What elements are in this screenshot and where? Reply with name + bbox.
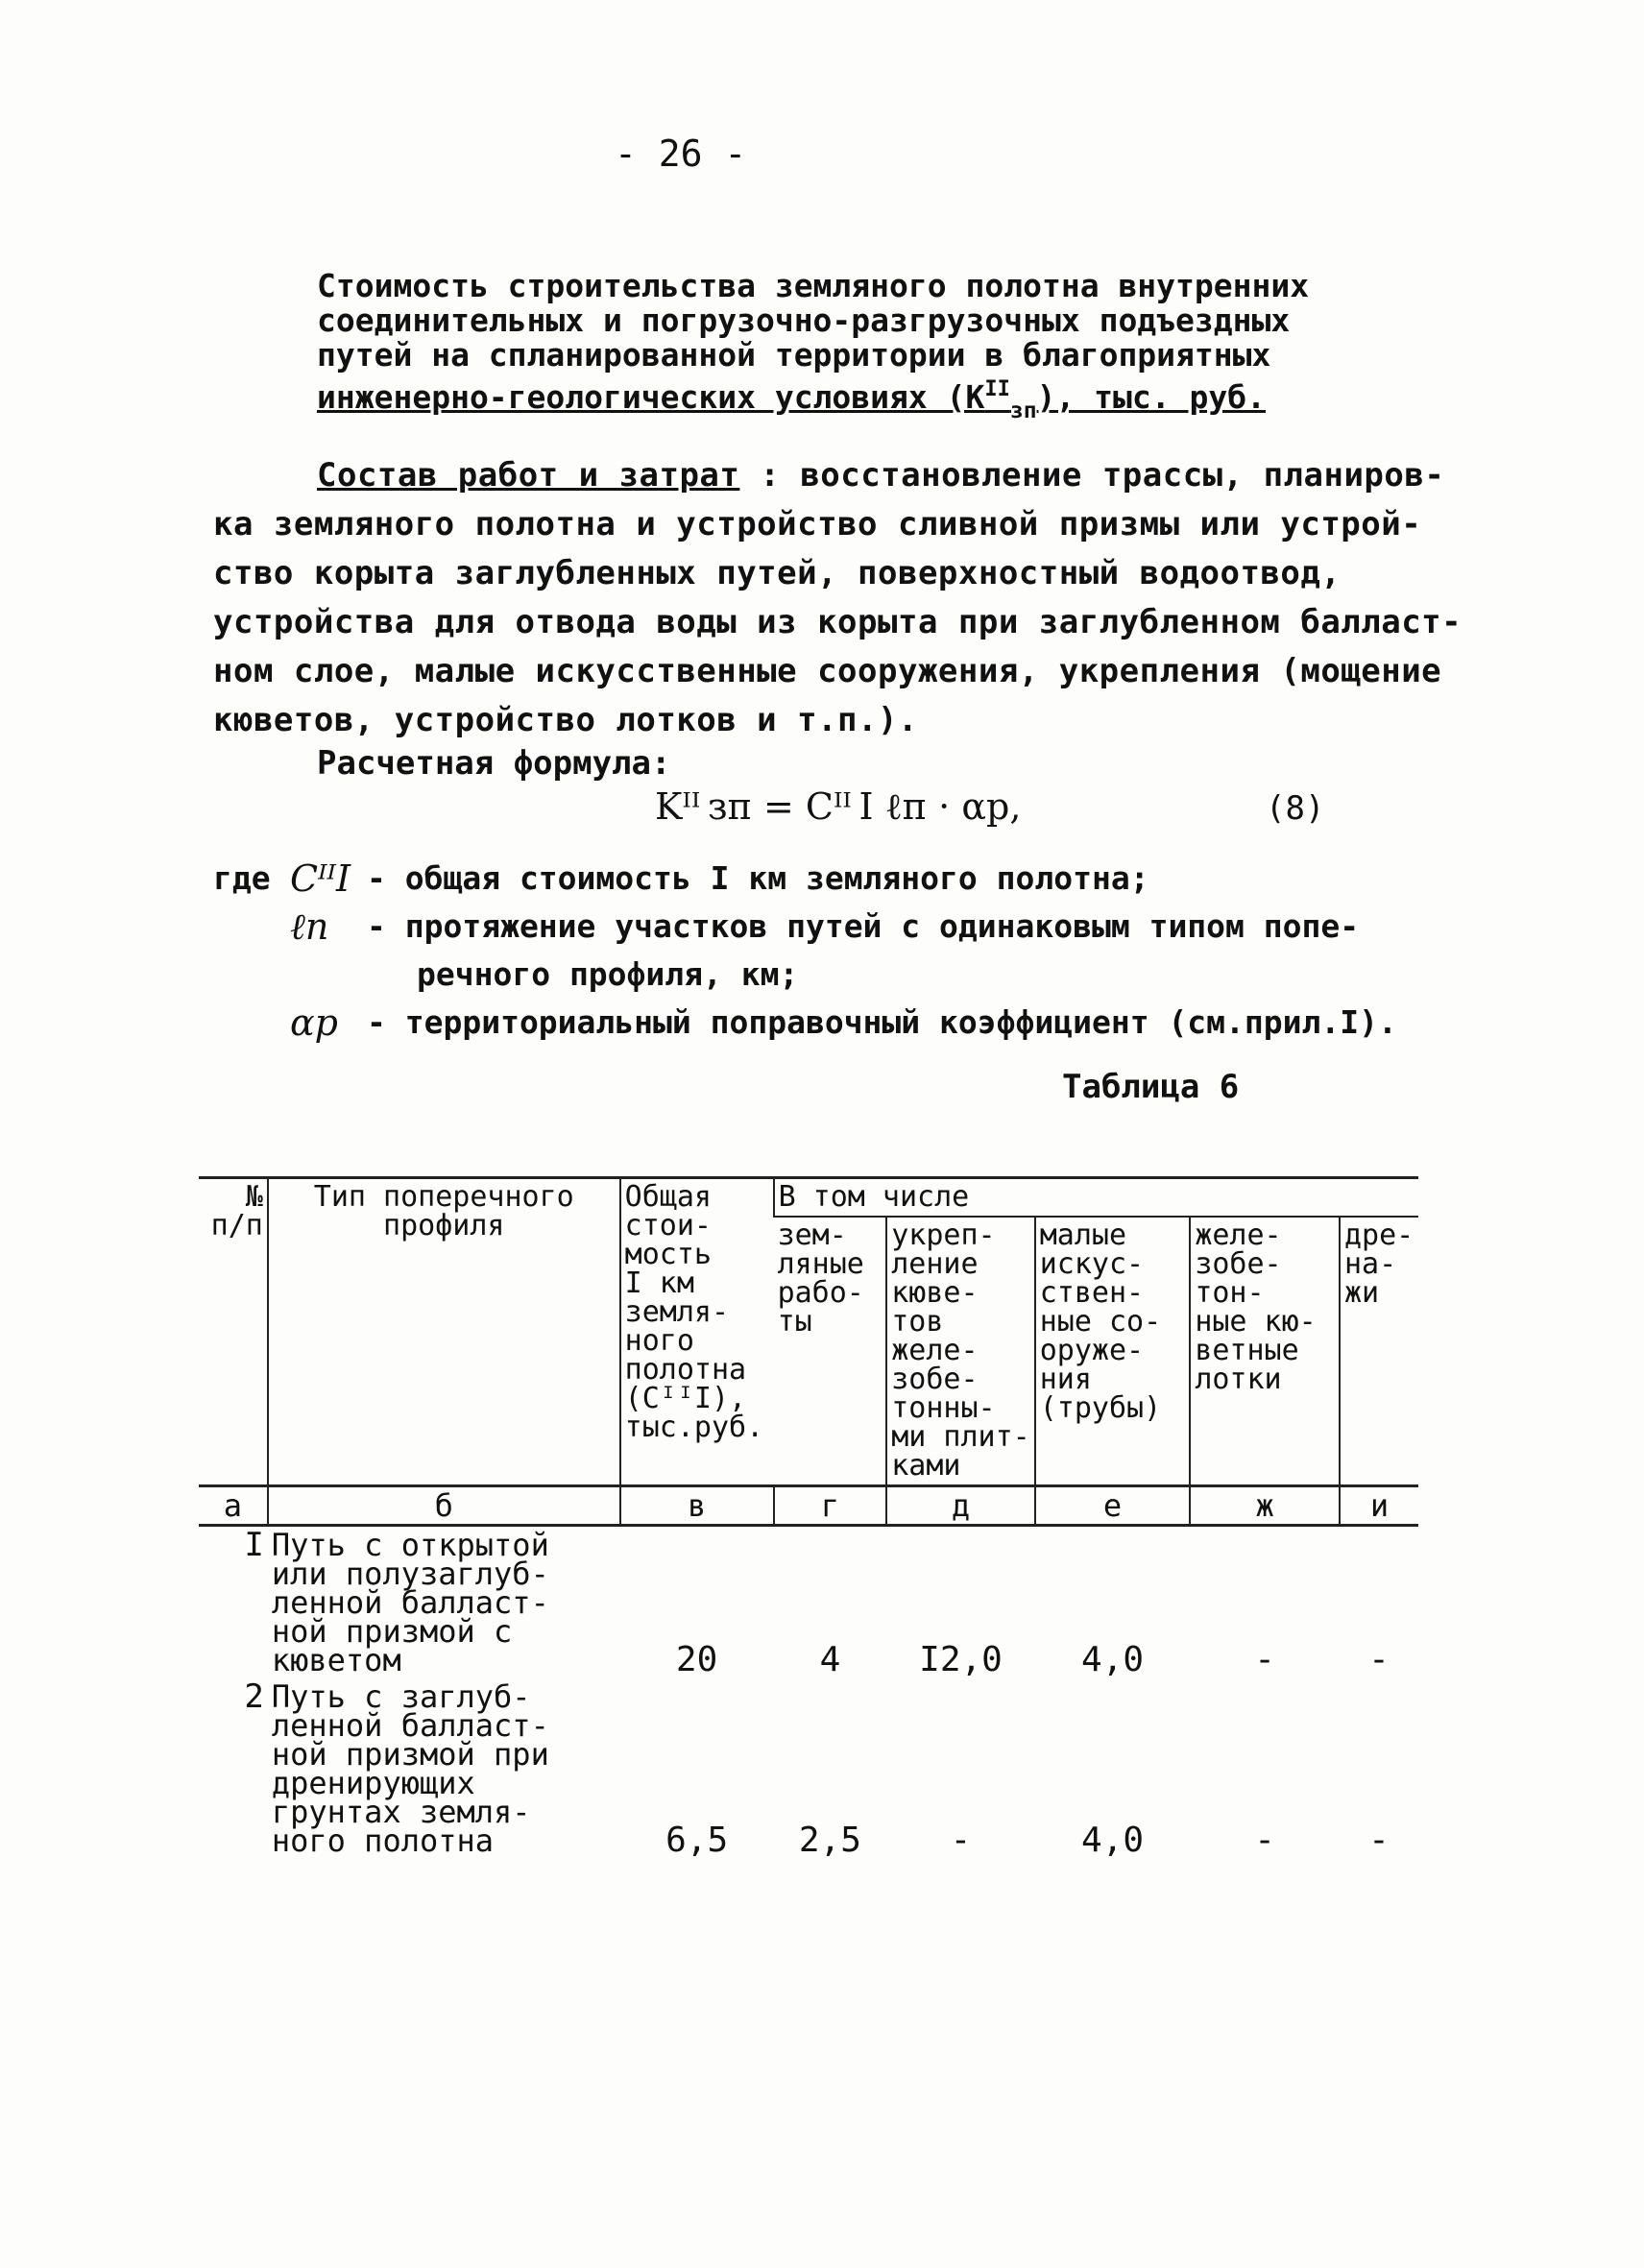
header-profile: Тип поперечного профиля [268,1178,620,1486]
letter-e: е [1035,1486,1191,1526]
row-ditch: I2,0 [919,1640,1003,1679]
def-symbol-2: ℓп [290,905,329,948]
header-total: Общая стои- мость I км земля- ного полотна (CᴵᴵI), тыс.руб. [620,1178,774,1486]
header-small: малые искус- ствен- ные со- оруже- ния (трубы) [1035,1217,1191,1486]
row-small: 4,0 [1081,1640,1145,1679]
composition-label: Состав работ и затрат [317,456,740,495]
letter-g: г [774,1486,887,1526]
row-num: 2 [244,1677,264,1716]
letter-v: в [620,1486,774,1526]
table-6 [199,1176,1418,1859]
def-text-2: - протяжение участков путей с одинаковым типом попе- [367,907,1360,945]
title-line-1: Стоимость строительства земляного полотна внутренних [317,267,1310,304]
formula-expression: Kᴵᴵ зп = Cᴵᴵ I ℓп · αр, [655,785,1022,828]
row-profile: Путь с заглуб- ленной балласт- ной призмой при дренирующих грунтах земля- ного полотна [271,1678,549,1859]
row-total: 20 [675,1640,718,1679]
page-number: - 26 - [615,133,747,175]
def-symbol-1: CᴵᴵI [290,857,351,900]
def-text-4: - территориальный поправочный коэффициент (см.прил.I). [367,1003,1397,1041]
formula-label: Расчетная формула: [317,744,671,783]
composition-line-1: : восстановление трассы, планиров- [739,456,1445,495]
row-trays: - [1254,1640,1275,1679]
title-line-2: соединительных и погрузочно-разгрузочных подъездных [317,302,1291,339]
row-ditch: - [950,1821,972,1860]
definitions [213,855,1397,1047]
letter-d: д [886,1486,1035,1526]
def-text-1: - общая стоимость I км земляного полотна; [367,859,1149,897]
header-including: В том числе [774,1178,1418,1218]
formula-number: (8) [1266,789,1325,828]
title-line-4 [317,373,1309,428]
letter-i: и [1340,1486,1418,1526]
title-sup: II [984,377,1010,401]
composition-line-2: ка земляного полотна и устройство сливной призмы или устрой- [213,505,1422,543]
table-caption: Таблица 6 [1062,1068,1240,1106]
title-sub: зп [1009,398,1037,423]
letter-a: а [199,1486,268,1526]
composition-line-6: кюветов, устройство лотков и т.п.). [213,701,918,739]
where-label: где [213,859,271,897]
letter-b: б [268,1486,620,1526]
header-num: № п/п [210,1180,263,1243]
def-symbol-4: αр [290,1001,338,1044]
table-letter-row [199,1486,1418,1526]
composition-line-3: ство корыта заглубленных путей, поверхностный водоотвод, [213,554,1342,592]
row-trays: - [1254,1821,1275,1860]
letter-zh: ж [1190,1486,1340,1526]
composition-line-5: ном слое, малые искусственные сооружения, укрепления (мощение [213,652,1442,690]
row-small: 4,0 [1081,1821,1145,1860]
row-earth: 2,5 [798,1821,861,1860]
row-num: I [244,1526,264,1564]
header-ditch: укреп- ление кюве- тов желе- зобе- тонны- ми плит- ками [886,1217,1035,1486]
row-earth: 4 [819,1640,841,1679]
row-profile: Путь с открытой или полузаглуб- ленной балласт- ной призмой с кюветом [271,1527,549,1678]
row-total: 6,5 [665,1821,729,1860]
header-earth: зем- ляные рабо- ты [774,1217,887,1486]
row-drain: - [1368,1821,1390,1860]
composition-line-4: устройства для отвода воды из корыта при заглубленном балласт- [213,603,1463,641]
table-row [199,1678,1418,1859]
def-text-3: речного профиля, км; [417,955,799,993]
composition-paragraph [213,451,1462,745]
header-drain: дре- на- жи [1340,1217,1418,1486]
section-title [317,269,1309,428]
table-row [199,1526,1418,1679]
title-line-4-text: инженерно-геологических условиях (K [317,378,985,416]
row-drain: - [1368,1640,1390,1679]
header-trays: желе- зобе- тон- ные кю- ветные лотки [1190,1217,1340,1486]
title-line-4-end: ), тыс. руб. [1036,378,1266,416]
title-line-3: путей на спланированной территории в благоприятных [317,336,1271,374]
